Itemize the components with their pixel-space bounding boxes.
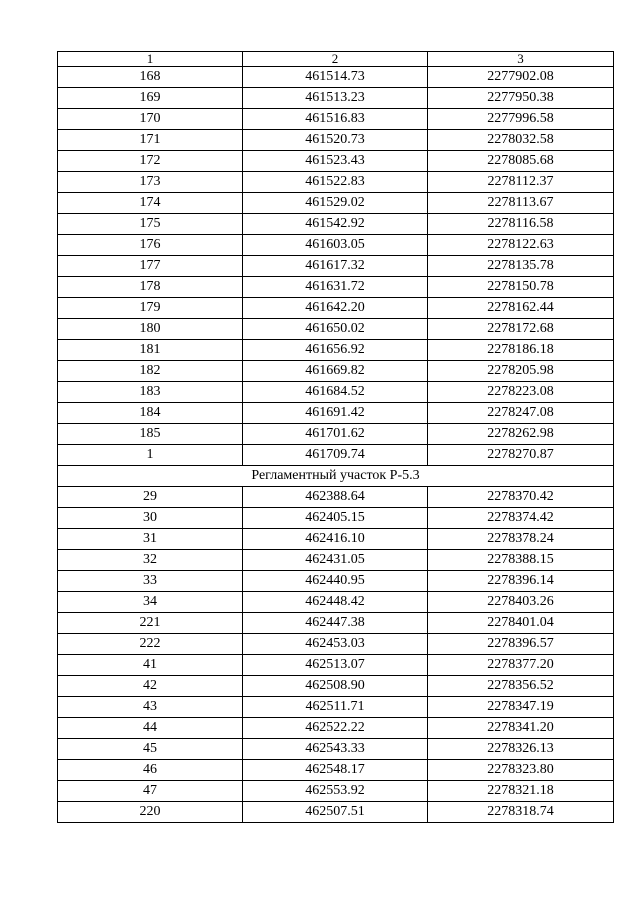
table-row: [58, 445, 614, 466]
table-row: [58, 235, 614, 256]
point-number-cell: 42: [58, 676, 243, 697]
point-number-cell: 30: [58, 508, 243, 529]
point-number-cell: 32: [58, 550, 243, 571]
x-coordinate-cell: 461542.92: [243, 214, 428, 235]
table-row: [58, 319, 614, 340]
y-coordinate-cell: 2278370.42: [428, 487, 614, 508]
table-row: [58, 760, 614, 781]
x-coordinate-cell: 462431.05: [243, 550, 428, 571]
table-row: [58, 781, 614, 802]
table-row: [58, 613, 614, 634]
point-number-cell: 180: [58, 319, 243, 340]
y-coordinate-cell: 2278122.63: [428, 235, 614, 256]
point-number-cell: 29: [58, 487, 243, 508]
column-number-2: 2: [243, 52, 428, 67]
table-row: [58, 382, 614, 403]
table-row: [58, 361, 614, 382]
y-coordinate-cell: 2278135.78: [428, 256, 614, 277]
x-coordinate-cell: 461516.83: [243, 109, 428, 130]
point-number-cell: 172: [58, 151, 243, 172]
y-coordinate-cell: 2277950.38: [428, 88, 614, 109]
y-coordinate-cell: 2278186.18: [428, 340, 614, 361]
x-coordinate-cell: 461642.20: [243, 298, 428, 319]
y-coordinate-cell: 2278112.37: [428, 172, 614, 193]
x-coordinate-cell: 462553.92: [243, 781, 428, 802]
table-row: [58, 403, 614, 424]
point-number-cell: 46: [58, 760, 243, 781]
y-coordinate-cell: 2278223.08: [428, 382, 614, 403]
x-coordinate-cell: 461513.23: [243, 88, 428, 109]
table-row: [58, 193, 614, 214]
section-title-row: [58, 466, 614, 487]
point-number-cell: 171: [58, 130, 243, 151]
table-row: [58, 151, 614, 172]
table-row: [58, 340, 614, 361]
x-coordinate-cell: 462388.64: [243, 487, 428, 508]
point-number-cell: 220: [58, 802, 243, 823]
y-coordinate-cell: 2278347.19: [428, 697, 614, 718]
y-coordinate-cell: 2278162.44: [428, 298, 614, 319]
y-coordinate-cell: 2278356.52: [428, 676, 614, 697]
point-number-cell: 175: [58, 214, 243, 235]
x-coordinate-cell: 462447.38: [243, 613, 428, 634]
point-number-cell: 222: [58, 634, 243, 655]
point-number-cell: 183: [58, 382, 243, 403]
table-row: [58, 676, 614, 697]
y-coordinate-cell: 2278396.57: [428, 634, 614, 655]
coordinates-table: [57, 51, 614, 823]
point-number-cell: 168: [58, 67, 243, 88]
point-number-cell: 170: [58, 109, 243, 130]
x-coordinate-cell: 462511.71: [243, 697, 428, 718]
y-coordinate-cell: 2278341.20: [428, 718, 614, 739]
y-coordinate-cell: 2278085.68: [428, 151, 614, 172]
y-coordinate-cell: 2278113.67: [428, 193, 614, 214]
point-number-cell: 182: [58, 361, 243, 382]
y-coordinate-cell: 2278403.26: [428, 592, 614, 613]
x-coordinate-cell: 461709.74: [243, 445, 428, 466]
table-row: [58, 88, 614, 109]
y-coordinate-cell: 2277902.08: [428, 67, 614, 88]
section-title: Регламентный участок Р-5.3: [58, 466, 614, 487]
y-coordinate-cell: 2278374.42: [428, 508, 614, 529]
table-row: [58, 277, 614, 298]
point-number-cell: 177: [58, 256, 243, 277]
point-number-cell: 33: [58, 571, 243, 592]
y-coordinate-cell: 2278116.58: [428, 214, 614, 235]
table-row: [58, 802, 614, 823]
x-coordinate-cell: 461514.73: [243, 67, 428, 88]
y-coordinate-cell: 2278205.98: [428, 361, 614, 382]
x-coordinate-cell: 461617.32: [243, 256, 428, 277]
point-number-cell: 178: [58, 277, 243, 298]
y-coordinate-cell: 2278321.18: [428, 781, 614, 802]
point-number-cell: 45: [58, 739, 243, 760]
table-row: [58, 67, 614, 88]
point-number-cell: 179: [58, 298, 243, 319]
x-coordinate-cell: 461520.73: [243, 130, 428, 151]
y-coordinate-cell: 2278247.08: [428, 403, 614, 424]
table-row: [58, 298, 614, 319]
table-row: [58, 592, 614, 613]
y-coordinate-cell: 2278323.80: [428, 760, 614, 781]
x-coordinate-cell: 461669.82: [243, 361, 428, 382]
point-number-cell: 173: [58, 172, 243, 193]
point-number-cell: 34: [58, 592, 243, 613]
x-coordinate-cell: 462522.22: [243, 718, 428, 739]
table-row: [58, 214, 614, 235]
x-coordinate-cell: 462543.33: [243, 739, 428, 760]
point-number-cell: 43: [58, 697, 243, 718]
y-coordinate-cell: 2278377.20: [428, 655, 614, 676]
y-coordinate-cell: 2278262.98: [428, 424, 614, 445]
y-coordinate-cell: 2278032.58: [428, 130, 614, 151]
x-coordinate-cell: 461656.92: [243, 340, 428, 361]
point-number-cell: 31: [58, 529, 243, 550]
table-row: [58, 508, 614, 529]
y-coordinate-cell: 2278401.04: [428, 613, 614, 634]
table-row: [58, 424, 614, 445]
table-row: [58, 550, 614, 571]
point-number-cell: 47: [58, 781, 243, 802]
y-coordinate-cell: 2278172.68: [428, 319, 614, 340]
y-coordinate-cell: 2278270.87: [428, 445, 614, 466]
x-coordinate-cell: 461522.83: [243, 172, 428, 193]
point-number-cell: 184: [58, 403, 243, 424]
point-number-cell: 169: [58, 88, 243, 109]
point-number-cell: 221: [58, 613, 243, 634]
x-coordinate-cell: 461631.72: [243, 277, 428, 298]
x-coordinate-cell: 461701.62: [243, 424, 428, 445]
y-coordinate-cell: 2278318.74: [428, 802, 614, 823]
table-row: [58, 256, 614, 277]
x-coordinate-cell: 461684.52: [243, 382, 428, 403]
table-row: [58, 109, 614, 130]
x-coordinate-cell: 462508.90: [243, 676, 428, 697]
x-coordinate-cell: 462448.42: [243, 592, 428, 613]
point-number-cell: 176: [58, 235, 243, 256]
x-coordinate-cell: 461691.42: [243, 403, 428, 424]
x-coordinate-cell: 461650.02: [243, 319, 428, 340]
column-number-row: [58, 52, 614, 67]
table-row: [58, 529, 614, 550]
x-coordinate-cell: 462440.95: [243, 571, 428, 592]
x-coordinate-cell: 461523.43: [243, 151, 428, 172]
point-number-cell: 185: [58, 424, 243, 445]
table-row: [58, 655, 614, 676]
point-number-cell: 174: [58, 193, 243, 214]
x-coordinate-cell: 461603.05: [243, 235, 428, 256]
y-coordinate-cell: 2278396.14: [428, 571, 614, 592]
column-number-1: 1: [58, 52, 243, 67]
table-row: [58, 718, 614, 739]
x-coordinate-cell: 462405.15: [243, 508, 428, 529]
y-coordinate-cell: 2278378.24: [428, 529, 614, 550]
y-coordinate-cell: 2278150.78: [428, 277, 614, 298]
y-coordinate-cell: 2278326.13: [428, 739, 614, 760]
table-row: [58, 739, 614, 760]
point-number-cell: 41: [58, 655, 243, 676]
x-coordinate-cell: 462513.07: [243, 655, 428, 676]
x-coordinate-cell: 461529.02: [243, 193, 428, 214]
point-number-cell: 1: [58, 445, 243, 466]
point-number-cell: 181: [58, 340, 243, 361]
point-number-cell: 44: [58, 718, 243, 739]
table-row: [58, 172, 614, 193]
x-coordinate-cell: 462507.51: [243, 802, 428, 823]
table-row: [58, 571, 614, 592]
table-row: [58, 130, 614, 151]
column-number-3: 3: [428, 52, 614, 67]
table-row: [58, 487, 614, 508]
x-coordinate-cell: 462453.03: [243, 634, 428, 655]
y-coordinate-cell: 2278388.15: [428, 550, 614, 571]
coordinates-table-body: [58, 52, 614, 823]
x-coordinate-cell: 462548.17: [243, 760, 428, 781]
table-row: [58, 634, 614, 655]
x-coordinate-cell: 462416.10: [243, 529, 428, 550]
y-coordinate-cell: 2277996.58: [428, 109, 614, 130]
table-row: [58, 697, 614, 718]
